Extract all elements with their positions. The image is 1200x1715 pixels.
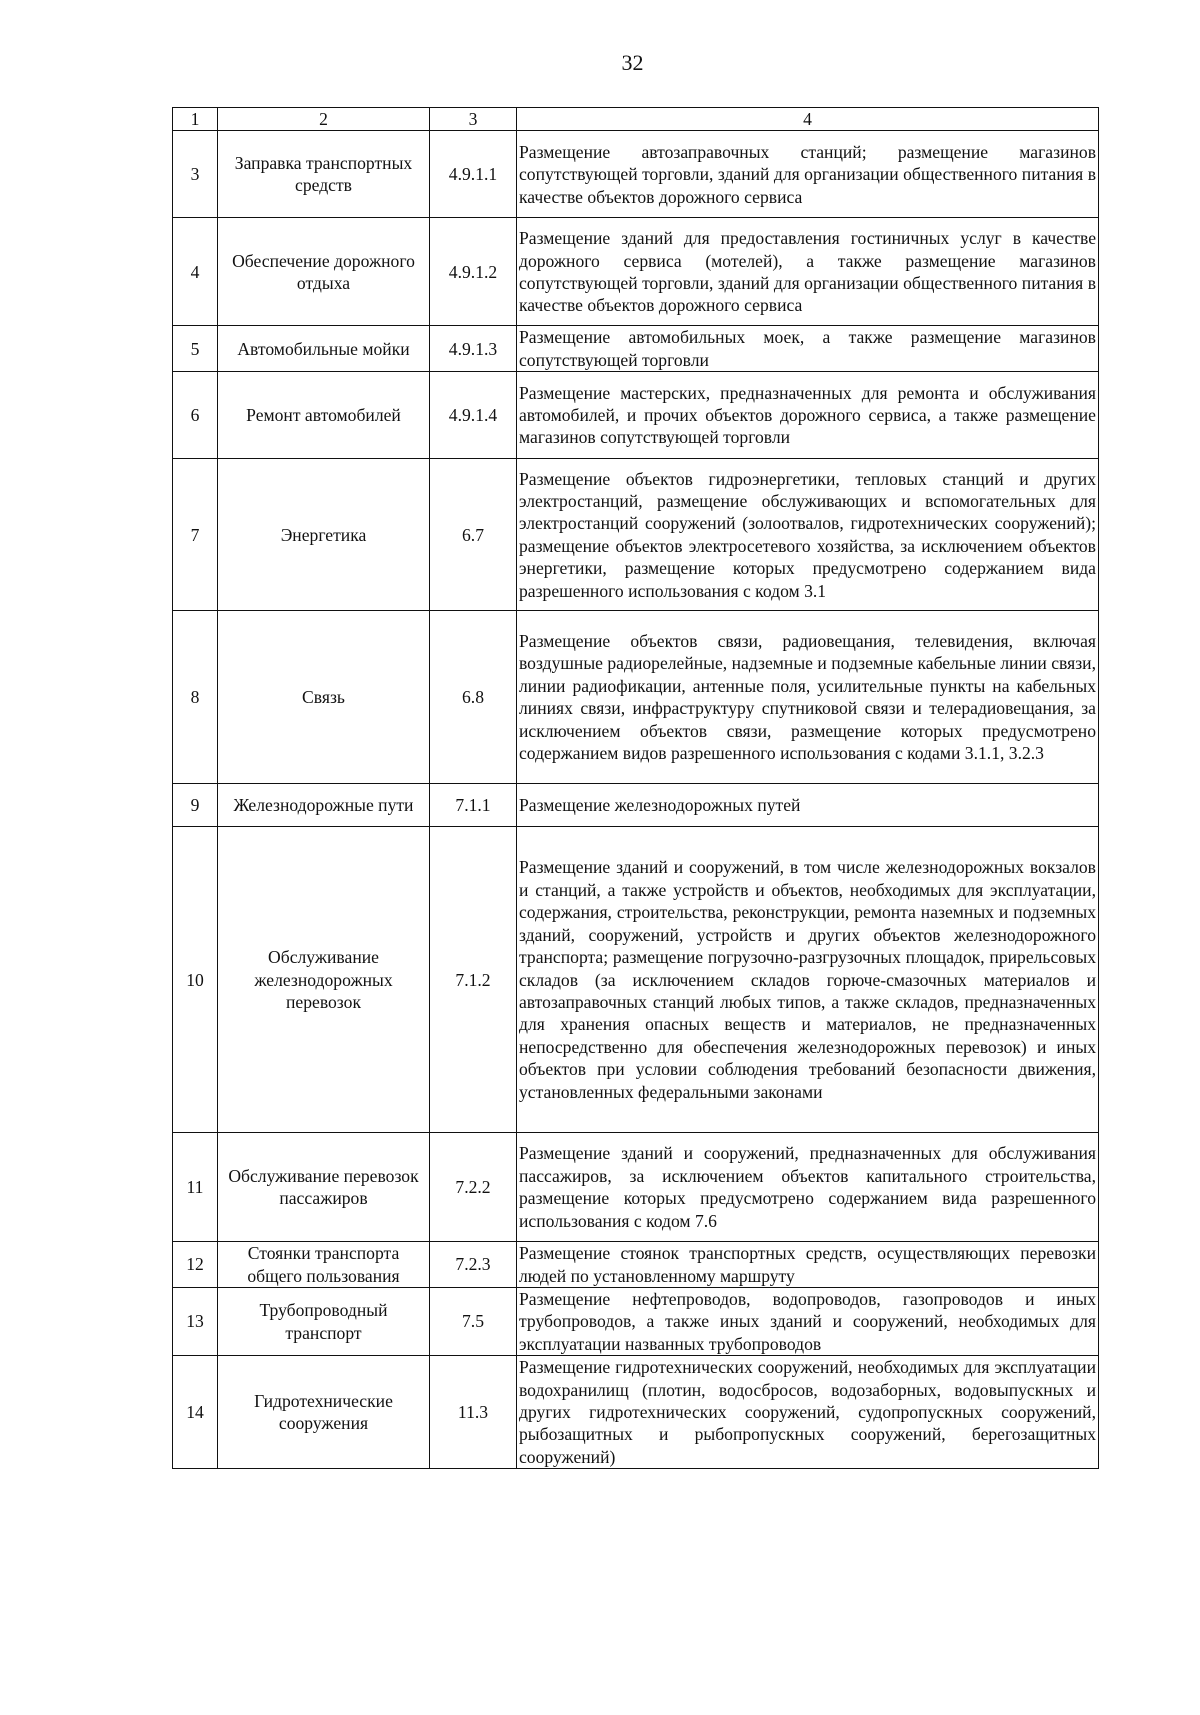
row-number: 8	[173, 611, 218, 784]
table-row	[173, 1242, 1099, 1288]
land-use-name: Железнодорожные пути	[218, 784, 430, 827]
land-use-description: Размещение зданий и сооружений, в том числе железнодорожных вокзалов и станций, а также устройств и объектов, необходимых для эксплуатации, содержания, строительства, реконструкции, ремонта наземных и подземных зданий, сооружений, устройств и других объектов железнодорожного транспорта; размещение погрузочно-разгрузочных площадок, прирельсовых складов (за исключением складов горюче-смазочных материалов и автозаправочных станций любых типов, а также складов, предназначенных для хранения опасных веществ и материалов, не предназначенных непосредственно для обеспечения железнодорожных перевозок) и иных объектов при условии соблюдения требований безопасности движения, установленных федеральными законами	[517, 827, 1099, 1133]
table-row	[173, 459, 1099, 611]
land-use-description: Размещение зданий для предоставления гостиничных услуг в качестве дорожного сервиса (мотелей), а также размещение магазинов сопутствующей торговли, зданий для организации общественного питания в качестве объектов дорожного сервиса	[517, 218, 1099, 326]
row-number: 3	[173, 131, 218, 218]
row-number: 5	[173, 326, 218, 372]
land-use-name: Автомобильные мойки	[218, 326, 430, 372]
row-number: 9	[173, 784, 218, 827]
land-use-description: Размещение гидротехнических сооружений, необходимых для эксплуатации водохранилищ (плотин, водосбросов, водозаборных, водовыпускных и других гидротехнических сооружений, судопропускных сооружений, рыбозащитных и рыбопропускных сооружений, берегозащитных сооружений)	[517, 1356, 1099, 1469]
header-col-3: 3	[430, 108, 517, 131]
land-use-description: Размещение стоянок транспортных средств, осуществляющих перевозки людей по установленному маршруту	[517, 1242, 1099, 1288]
land-use-name: Стоянки транспорта общего пользования	[218, 1242, 430, 1288]
row-number: 13	[173, 1288, 218, 1356]
table-row	[173, 784, 1099, 827]
land-use-code: 6.8	[430, 611, 517, 784]
land-use-description: Размещение объектов связи, радиовещания, телевидения, включая воздушные радиорелейные, надземные и подземные кабельные линии связи, линии радиофикации, антенные поля, усилительные пункты на кабельных линиях связи, инфраструктуру спутниковой связи и телерадиовещания, за исключением объектов связи, размещение которых предусмотрено содержанием видов разрешенного использования с кодами 3.1.1, 3.2.3	[517, 611, 1099, 784]
row-number: 14	[173, 1356, 218, 1469]
row-number: 7	[173, 459, 218, 611]
land-use-code: 7.5	[430, 1288, 517, 1356]
land-use-description: Размещение автомобильных моек, а также размещение магазинов сопутствующей торговли	[517, 326, 1099, 372]
land-use-description: Размещение автозаправочных станций; размещение магазинов сопутствующей торговли, зданий для организации общественного питания в качестве объектов дорожного сервиса	[517, 131, 1099, 218]
row-number: 4	[173, 218, 218, 326]
header-col-1: 1	[173, 108, 218, 131]
land-use-table	[172, 107, 1099, 1469]
land-use-name: Заправка транспортных средств	[218, 131, 430, 218]
land-use-description: Размещение объектов гидроэнергетики, тепловых станций и других электростанций, размещение обслуживающих и вспомогательных для электростанций сооружений (золоотвалов, гидротехнических сооружений); размещение объектов электросетевого хозяйства, за исключением объектов энергетики, размещение которых предусмотрено содержанием вида разрешенного использования с кодом 3.1	[517, 459, 1099, 611]
land-use-description: Размещение нефтепроводов, водопроводов, газопроводов и иных трубопроводов, а также иных зданий и сооружений, необходимых для эксплуатации названных трубопроводов	[517, 1288, 1099, 1356]
land-use-description: Размещение железнодорожных путей	[517, 784, 1099, 827]
table-row	[173, 1288, 1099, 1356]
land-use-name: Обслуживание перевозок пассажиров	[218, 1133, 430, 1242]
table-row	[173, 131, 1099, 218]
land-use-name: Связь	[218, 611, 430, 784]
table-body	[173, 131, 1099, 1469]
land-use-code: 4.9.1.1	[430, 131, 517, 218]
land-use-code: 7.2.2	[430, 1133, 517, 1242]
table-row	[173, 611, 1099, 784]
page-number: 32	[621, 50, 644, 75]
land-use-name: Энергетика	[218, 459, 430, 611]
land-use-description: Размещение зданий и сооружений, предназначенных для обслуживания пассажиров, за исключением объектов капитального строительства, размещение которых предусмотрено содержанием вида разрешенного использования с кодом 7.6	[517, 1133, 1099, 1242]
land-use-name: Обеспечение дорожного отдыха	[218, 218, 430, 326]
header-col-2: 2	[218, 108, 430, 131]
land-use-code: 7.1.2	[430, 827, 517, 1133]
header-col-4: 4	[517, 108, 1099, 131]
land-use-name: Трубопроводный транспорт	[218, 1288, 430, 1356]
table-row	[173, 326, 1099, 372]
table-row	[173, 827, 1099, 1133]
table-header-row	[173, 108, 1099, 131]
land-use-name: Обслуживание железнодорожных перевозок	[218, 827, 430, 1133]
land-use-code: 4.9.1.4	[430, 372, 517, 459]
land-use-name: Ремонт автомобилей	[218, 372, 430, 459]
land-use-code: 7.2.3	[430, 1242, 517, 1288]
land-use-code: 4.9.1.2	[430, 218, 517, 326]
table-row	[173, 372, 1099, 459]
table-row	[173, 218, 1099, 326]
row-number: 12	[173, 1242, 218, 1288]
table-row	[173, 1133, 1099, 1242]
land-use-code: 6.7	[430, 459, 517, 611]
row-number: 10	[173, 827, 218, 1133]
row-number: 11	[173, 1133, 218, 1242]
land-use-code: 4.9.1.3	[430, 326, 517, 372]
row-number: 6	[173, 372, 218, 459]
land-use-code: 7.1.1	[430, 784, 517, 827]
table-row	[173, 1356, 1099, 1469]
land-use-name: Гидротехнические сооружения	[218, 1356, 430, 1469]
land-use-description: Размещение мастерских, предназначенных для ремонта и обслуживания автомобилей, и прочих объектов дорожного сервиса, а также размещение магазинов сопутствующей торговли	[517, 372, 1099, 459]
land-use-code: 11.3	[430, 1356, 517, 1469]
